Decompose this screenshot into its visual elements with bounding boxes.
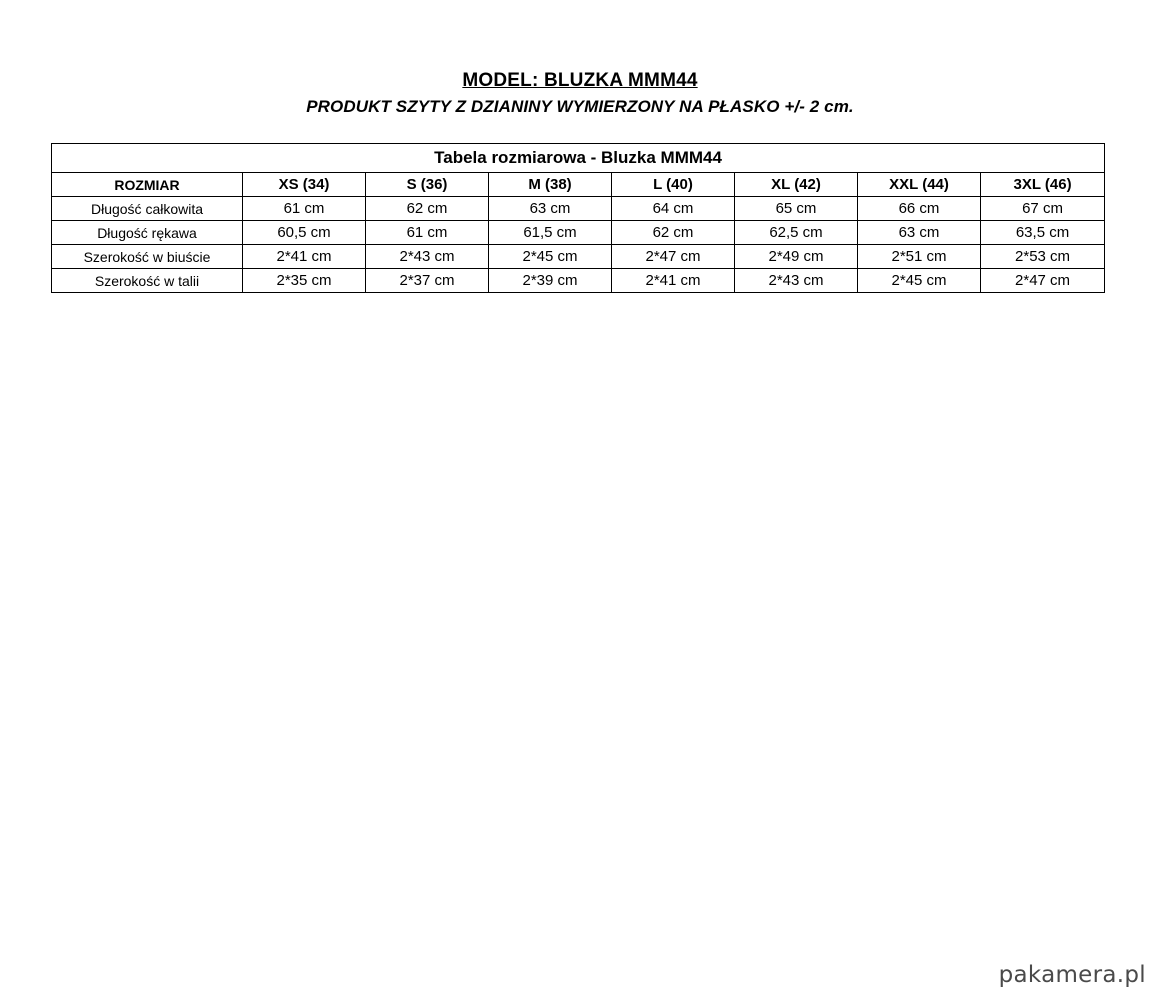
size-column-header: M (38) <box>489 173 612 197</box>
row-label: Szerokość w biuście <box>52 245 243 269</box>
table-cell: 2*47 cm <box>981 269 1105 293</box>
size-column-header: XS (34) <box>243 173 366 197</box>
table-cell: 63 cm <box>489 197 612 221</box>
table-cell: 66 cm <box>858 197 981 221</box>
table-row <box>52 269 1105 293</box>
row-label: Długość całkowita <box>52 197 243 221</box>
size-column-header: L (40) <box>612 173 735 197</box>
table-cell: 61,5 cm <box>489 221 612 245</box>
table-cell: 2*39 cm <box>489 269 612 293</box>
size-column-header: S (36) <box>366 173 489 197</box>
table-cell: 62 cm <box>366 197 489 221</box>
table-cell: 2*35 cm <box>243 269 366 293</box>
table-cell: 2*49 cm <box>735 245 858 269</box>
table-cell: 2*43 cm <box>735 269 858 293</box>
table-row <box>52 197 1105 221</box>
table-cell: 2*45 cm <box>489 245 612 269</box>
table-row <box>52 221 1105 245</box>
table-cell: 61 cm <box>366 221 489 245</box>
table-title: Tabela rozmiarowa - Bluzka MMM44 <box>52 144 1105 173</box>
table-cell: 63 cm <box>858 221 981 245</box>
table-cell: 2*41 cm <box>243 245 366 269</box>
table-header-row <box>52 173 1105 197</box>
size-table <box>51 143 1105 293</box>
table-cell: 2*51 cm <box>858 245 981 269</box>
table-cell: 2*47 cm <box>612 245 735 269</box>
table-cell: 64 cm <box>612 197 735 221</box>
table-title-row <box>52 144 1105 173</box>
table-cell: 63,5 cm <box>981 221 1105 245</box>
table-cell: 60,5 cm <box>243 221 366 245</box>
table-cell: 62 cm <box>612 221 735 245</box>
model-title: MODEL: BLUZKA MMM44 <box>462 70 698 91</box>
table-cell: 2*37 cm <box>366 269 489 293</box>
table-cell: 2*41 cm <box>612 269 735 293</box>
size-column-header: XXL (44) <box>858 173 981 197</box>
table-cell: 2*53 cm <box>981 245 1105 269</box>
size-column-header: XL (42) <box>735 173 858 197</box>
table-cell: 65 cm <box>735 197 858 221</box>
table-cell: 61 cm <box>243 197 366 221</box>
product-note: PRODUKT SZYTY Z DZIANINY WYMIERZONY NA PŁASKO +/- 2 cm. <box>306 97 854 116</box>
table-row <box>52 245 1105 269</box>
row-label: Długość rękawa <box>52 221 243 245</box>
table-cell: 2*45 cm <box>858 269 981 293</box>
size-header-label: ROZMIAR <box>52 173 243 197</box>
watermark-logo: pakamera.pl <box>998 962 1146 988</box>
size-column-header: 3XL (46) <box>981 173 1105 197</box>
row-label: Szerokość w talii <box>52 269 243 293</box>
table-cell: 67 cm <box>981 197 1105 221</box>
table-cell: 62,5 cm <box>735 221 858 245</box>
table-cell: 2*43 cm <box>366 245 489 269</box>
